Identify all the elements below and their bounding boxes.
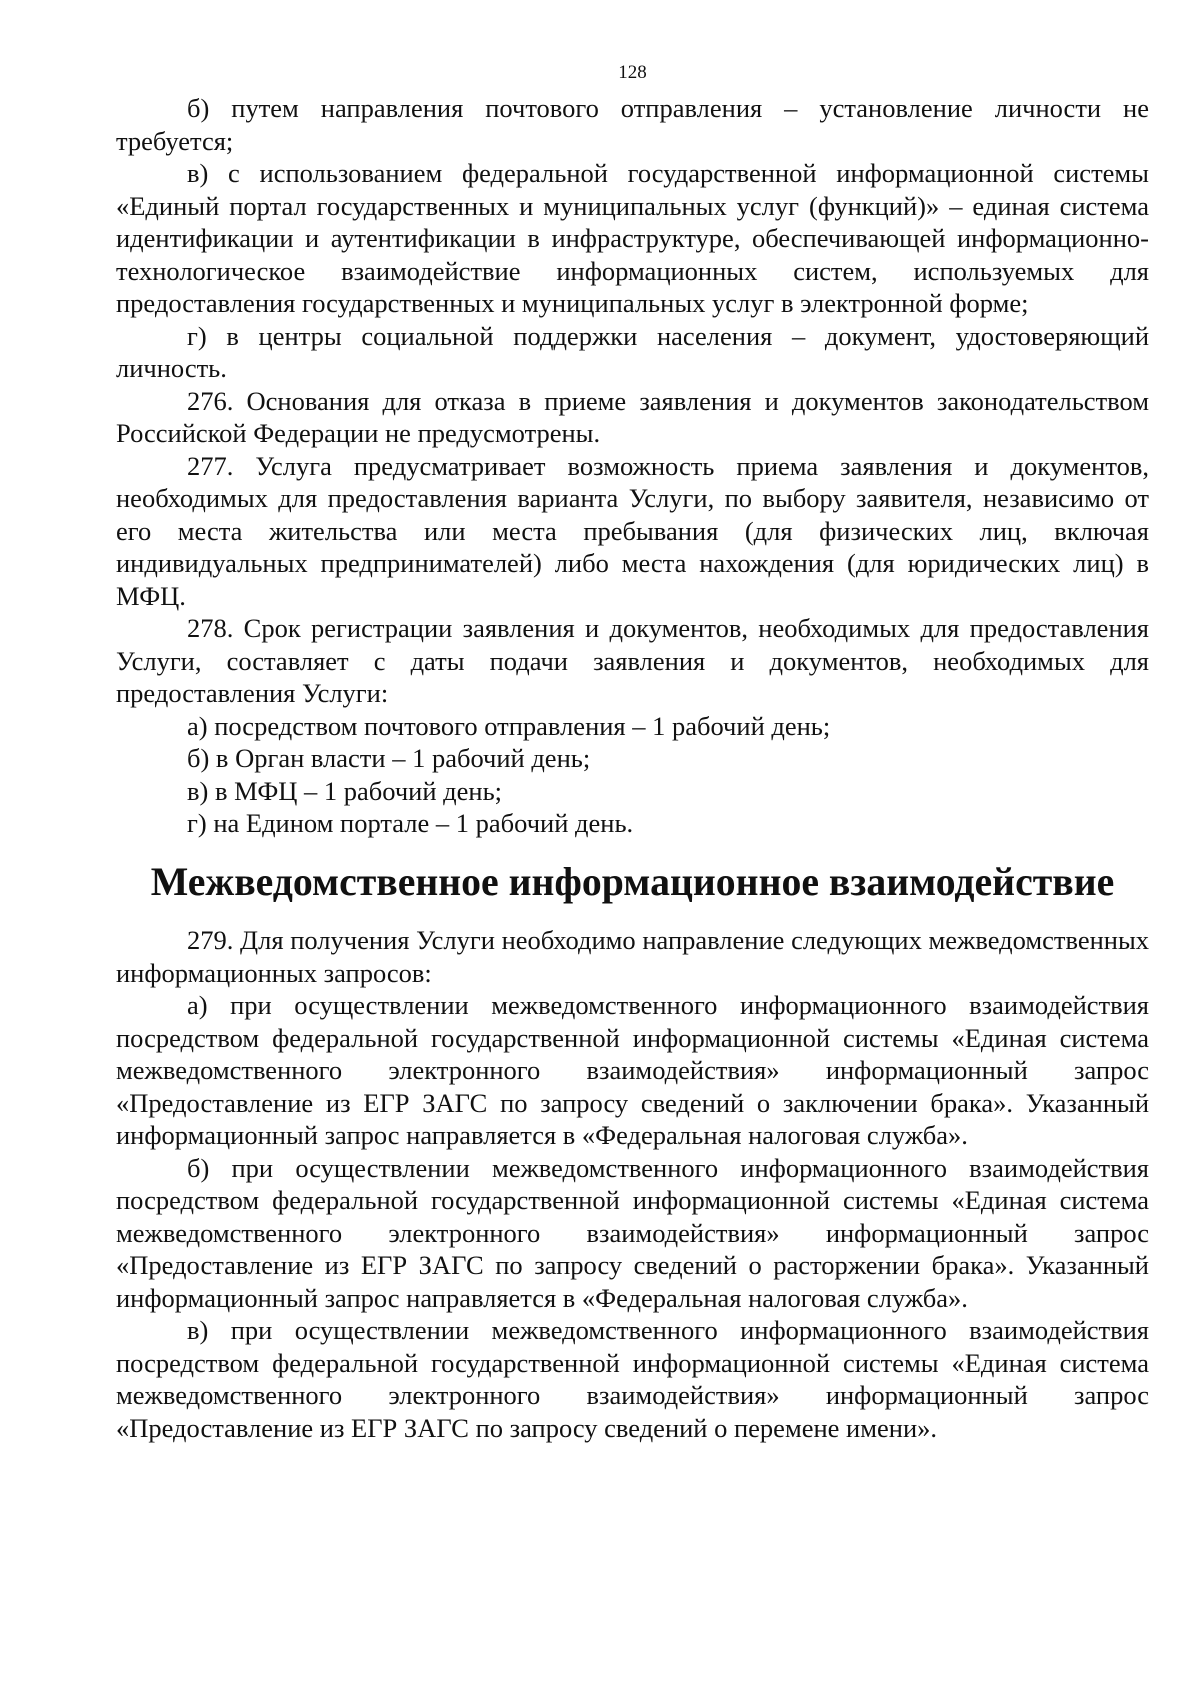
paragraph-request-divorce: б) при осуществлении межведомственного информационного взаимодействия посредством федеральной государственной информационной системы «Единая система межведомственного электронного взаимодействия» информационный запрос «Предоставление из ЕГР ЗАГС по запросу сведений о расторжении брака». Указанный информационный запрос направляется в «Федеральная налоговая служба». [116,1152,1149,1313]
document-page [116,62,1149,1444]
list-item-authority-deadline: б) в Орган власти – 1 рабочий день; [187,743,591,773]
list-item-portal-deadline: г) на Едином портале – 1 рабочий день. [187,808,634,838]
paragraph-request-name-change: в) при осуществлении межведомственного информационного взаимодействия посредством федеральной государственной информационной системы «Единая система межведомственного электронного взаимодействия» информационный запрос «Предоставление из ЕГР ЗАГС по запросу сведений о перемене имени». [116,1315,1149,1443]
paragraph-279: 279. Для получения Услуги необходимо направление следующих межведомственных информационных запросов: [116,925,1149,988]
paragraph-identification-portal: в) с использованием федеральной государственной информационной системы «Единый портал государственных и муниципальных услуг (функций)» – единая система идентификации и аутентификации в инфраструктуре, обеспечивающей информационно-технологическое взаимодействие информационных систем, используемых для предоставления государственных и муниципальных услуг в электронной форме; [116,158,1149,318]
paragraph-identification-social-centers: г) в центры социальной поддержки населения – документ, удостоверяющий личность. [116,320,1149,383]
paragraph-identification-mail: б) путем направления почтового отправления – установление личности не требуется; [116,93,1149,156]
list-item-mail-deadline: а) посредством почтового отправления – 1 рабочий день; [187,710,831,741]
section-heading: Межведомственное информационное взаимодействие [150,859,1115,904]
paragraph-request-marriage: а) при осуществлении межведомственного информационного взаимодействия посредством федеральной государственной информационной системы «Единая система межведомственного электронного взаимодействия» информационный запрос «Предоставление из ЕГР ЗАГС по запросу сведений о заключении брака». Указанный информационный запрос направляется в «Федеральная налоговая служба». [116,990,1149,1150]
paragraph-276: 276. Основания для отказа в приеме заявления и документов законодательством Российской Федерации не предусмотрены. [116,385,1149,448]
paragraph-278: 278. Срок регистрации заявления и документов, необходимых для предоставления Услуги, составляет с даты подачи заявления и документов, необходимых для предоставления Услуги: [116,613,1149,708]
paragraph-277: 277. Услуга предусматривает возможность приема заявления и документов, необходимых для предоставления варианта Услуги, по выбору заявителя, независимо от его места жительства или места пребывания (для физических лиц, включая индивидуальных предпринимателей) либо места нахождения (для юридических лиц) в МФЦ. [116,450,1149,611]
page-number: 128 [618,62,647,83]
list-item-mfc-deadline: в) в МФЦ – 1 рабочий день; [187,775,503,806]
